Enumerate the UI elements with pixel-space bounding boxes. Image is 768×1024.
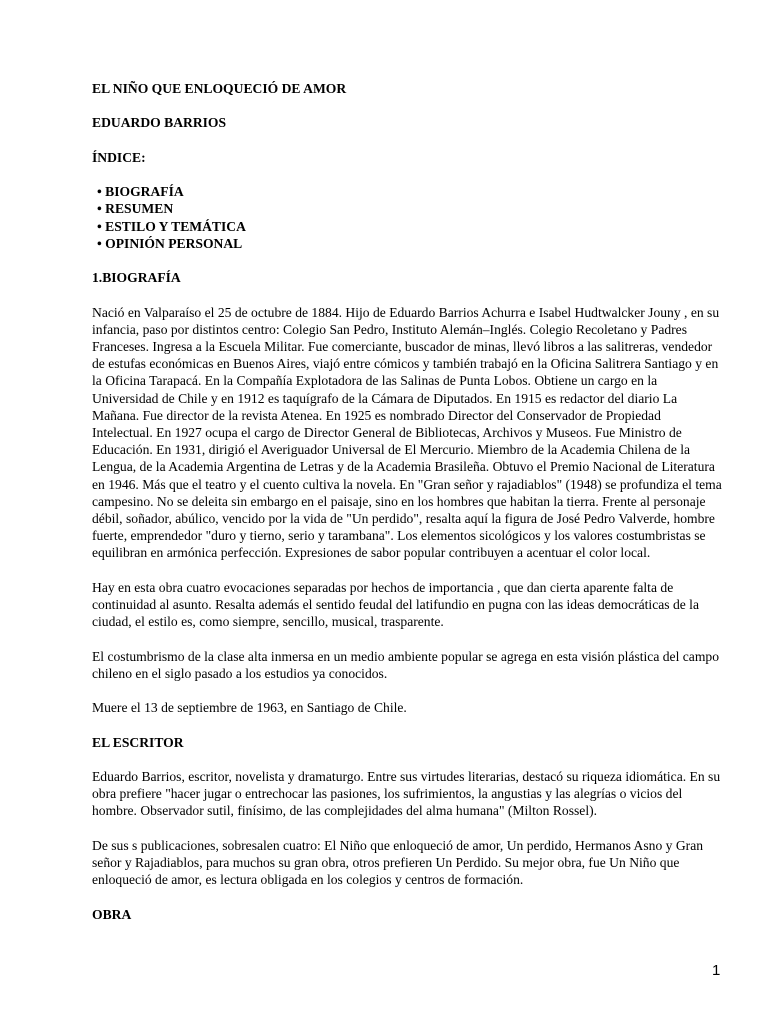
bio-paragraph-1: Nació en Valparaíso el 25 de octubre de 1884. Hijo de Eduardo Barrios Achurra e Isabel Hudtwalcker Jouny , en su infancia, paso por distintos centro: Colegio San Pedro, Instituto Alemán–Inglés. Colegio Recoletano y Padres Franceses. Ingresa a la Escuela Militar. Fue comerciante, buscador de minas, llevó libros a las salitreras, vendedor de estufas económicas en Buenos Aires, viajó entre cómicos y también trabajó en la Oficina Salitrera Santiago y en la Oficina Tarapacá. En la Compañía Explotadora de las Salinas de Punta Lobos. Obtiene un cargo en la Universidad de Chile y en 1912 es taquígrafo de la Cámara de Diputados. En 1915 es redactor del diario La Mañana. Fue director de la revista Atenea. En 1925 es nombrado Director del Conservador de Propiedad Intelectual. En 1927 ocupa el cargo de Director General de Bibliotecas, Archivos y Museos. Fue Ministro de Educación. En 1931, dirigió el Averiguador Universal de El Mercurio. Miembro de la Academia Chilena de la Lengua, de la Academia Argentina de Letras y de la Academia Brasileña. Obtuvo el Premio Nacional de Literatura en 1946. Más que el teatro y el cuento cultiva la novela. En "Gran señor y rajadiablos" (1948) se profundiza el tema campesino. No se deleita sin embargo en el paisaje, sino en los hombres que habitan la tierra. Frente al personaje débil, soñador, abúlico, vencido por la vida de "Un perdido", resalta aquí la figura de José Pedro Valverde, hombre fuerte, emprendedor "duro y tierno, serio y tarambana". Los elementos sicológicos y los valores costumbristas se equilibran en armónica perfección. Expresiones de sabor popular contribuyen a acentuar el color local. (92, 304, 722, 561)
writer-paragraph-2: De sus s publicaciones, sobresalen cuatro: El Niño que enloqueció de amor, Un perdido, Hermanos Asno y Gran señor y Rajadiablos, para muchos su gran obra, otros prefieren Un Perdido. Su mejor obra, fue Un Niño que enloqueció de amor, es lectura obligada en los colegios y centros de formación. (92, 837, 704, 888)
index-heading: ÍNDICE: (92, 149, 146, 165)
section-heading-escritor: EL ESCRITOR (92, 734, 184, 750)
index-item-biografia: • BIOGRAFÍA (97, 184, 184, 200)
writer-paragraph-1: Eduardo Barrios, escritor, novelista y dramaturgo. Entre sus virtudes literarias, destacó su riqueza idiomática. En su obra prefiere "hacer jugar o entrechocar las pasiones, los sufrimientos, la angustias y las alegrías o vicios del hombre. Observador sutil, finísimo, de las complejidades del alma humana" (Milton Rossel). (92, 768, 721, 819)
bio-paragraph-3: El costumbrismo de la clase alta inmersa en un medio ambiente popular se agrega en esta visión plástica del campo chileno en el siglo pasado a los estudios ya conocidos. (92, 648, 719, 681)
document-title: EL NIÑO QUE ENLOQUECIÓ DE AMOR (92, 81, 347, 96)
bio-paragraph-4: Muere el 13 de septiembre de 1963, en Santiago de Chile. (92, 700, 407, 716)
bio-paragraph-2: Hay en esta obra cuatro evocaciones separadas por hechos de importancia , que dan cierta aparente falta de continuidad al asunto. Resalta además el sentido feudal del latifundio en pugna con las ideas democráticas de la ciudad, el estilo es, como siempre, sencillo, musical, trasparente. (92, 579, 699, 630)
document-body (92, 80, 724, 923)
section-heading-biografia: 1.BIOGRAFÍA (92, 270, 181, 286)
section-heading-obra: OBRA (92, 906, 132, 922)
index-item-resumen: • RESUMEN (97, 201, 174, 217)
page-number: 1 (712, 962, 721, 979)
index-item-opinion: • OPINIÓN PERSONAL (97, 235, 243, 251)
index-list (92, 183, 724, 252)
author-name: EDUARDO BARRIOS (92, 115, 227, 131)
index-item-estilo: • ESTILO Y TEMÁTICA (97, 218, 246, 234)
